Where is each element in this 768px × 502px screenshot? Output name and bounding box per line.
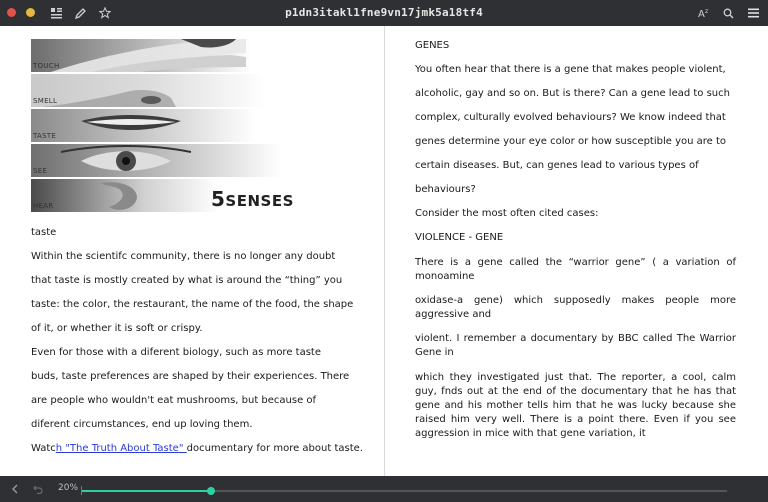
brand-number: 5 [211, 187, 226, 211]
undo-icon[interactable] [31, 482, 45, 496]
documentary-link[interactable]: h "The Truth About Taste" [55, 443, 187, 454]
progress-fill [82, 490, 211, 492]
brand-word: SENSES [225, 192, 294, 210]
section-heading: GENES [415, 40, 450, 51]
right-page [385, 26, 768, 476]
paragraph-line: diferent circumstances, end up loving them. [31, 419, 253, 430]
paragraph-line: are people who wouldn't eat mushrooms, but because of [31, 395, 317, 406]
smell-band [31, 74, 281, 107]
paragraph-line: alcoholic, gay and so on. But is there? Can a gene lead to such [415, 88, 730, 99]
subheading: VIOLENCE - GENE [415, 232, 504, 243]
band-label-taste: TASTE [33, 132, 57, 140]
paragraph: oxidase-a gene) which supposedly makes people more aggressive and [415, 295, 736, 320]
back-arrow-icon[interactable] [8, 482, 22, 496]
paragraph-line: buds, taste preferences are shaped by their experiences. There [31, 371, 350, 382]
paragraph-line: complex, culturally evolved behaviours? We know indeed that [415, 112, 726, 123]
see-band [31, 144, 281, 177]
svg-text:A: A [698, 9, 705, 19]
paragraph-line: behaviours? [415, 184, 476, 195]
touch-band [31, 39, 281, 72]
paragraph-line: Even for those with a diferent biology, such as more taste [31, 347, 321, 358]
text-before-link: Watc [31, 443, 56, 454]
five-senses-figure [31, 39, 294, 213]
paragraph: There is a gene called the “warrior gene” ( a variation of monoamine [415, 257, 736, 282]
paragraph-line: genes determine your eye color or how susceptible you are to [415, 136, 727, 147]
paragraph-line: taste: the color, the restaurant, the name of the food, the shape [31, 299, 354, 310]
book-title: p1dn3itakl1fne9vn17jmk5a18tf4 [285, 6, 483, 19]
font-settings-icon[interactable] [696, 5, 712, 21]
section-heading: taste [31, 227, 57, 238]
paragraph-line: Consider the most often cited cases: [415, 208, 599, 219]
band-label-touch: TOUCH [33, 62, 60, 70]
paragraph-line: of it, or whether it is soft or crispy. [31, 323, 203, 334]
band-label-hear: HEAR [33, 202, 54, 210]
svg-text:z: z [705, 8, 709, 15]
paragraph: violent. I remember a documentary by BBC called The Warrior Gene in [415, 333, 736, 358]
progress-thumb[interactable] [207, 487, 215, 495]
paragraph-line: Within the scientifc community, there is no longer any doubt [31, 251, 336, 262]
progress-slider[interactable] [82, 490, 727, 492]
left-page [0, 26, 384, 476]
search-icon[interactable] [720, 5, 736, 21]
five-senses-logo [211, 187, 294, 211]
bottom-toolbar [0, 476, 768, 502]
progress-percentage: 20% [58, 483, 79, 493]
text-after-link: documentary for more about taste. [186, 443, 363, 454]
paragraph-line [31, 443, 363, 455]
paragraph-line: You often hear that there is a gene that makes people violent, [415, 64, 726, 75]
band-label-see: SEE [33, 167, 48, 175]
menu-icon[interactable] [745, 5, 761, 21]
paragraph-line: certain diseases. But, can genes lead to various types of [415, 160, 699, 171]
paragraph-line: that taste is mostly created by what is around the “thing” you [31, 275, 343, 286]
top-toolbar [0, 0, 768, 26]
taste-band [31, 109, 281, 142]
paragraph: which they investigated just that. The reporter, a cool, calm guy, fnds out at the end of the documentary that he has that gene and his mother tells him that he was lucky because she raised him very well. There is a point there. Even if you see aggression in mice with that gene variation, it [415, 372, 736, 439]
band-label-smell: SMELL [33, 97, 58, 105]
